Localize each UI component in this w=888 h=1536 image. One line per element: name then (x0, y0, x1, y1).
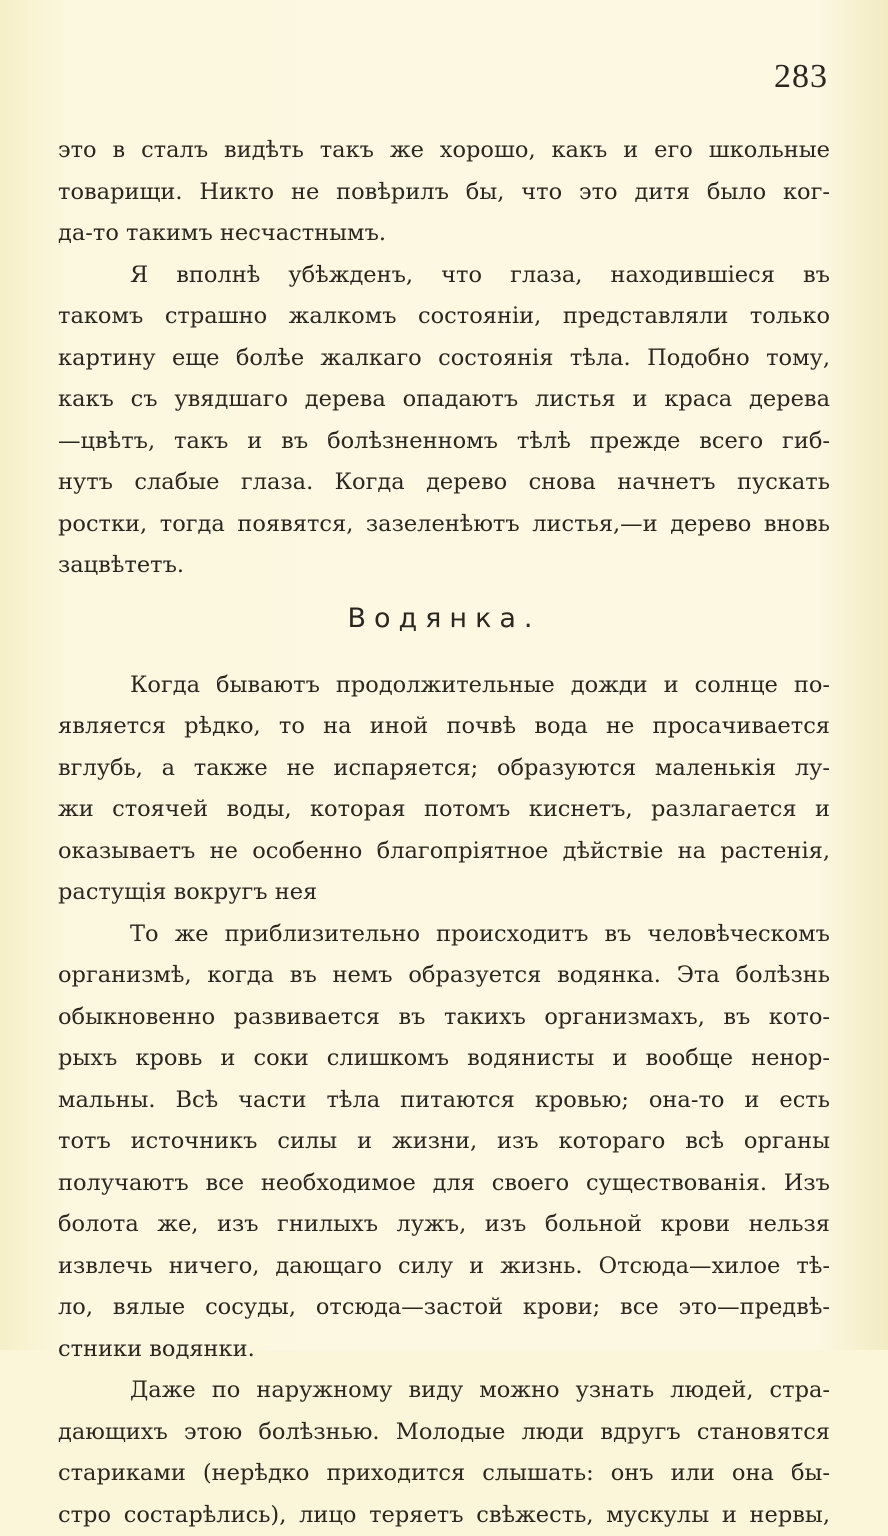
paragraph (58, 255, 830, 587)
section-after-heading (58, 665, 830, 1536)
paragraph (58, 1370, 830, 1536)
text-line: стариками (нерѣдко приходится слышать: онъ или она бы- (58, 1453, 830, 1495)
text-line: оказываетъ не особенно благопріятное дѣйствіе на растенія, (58, 831, 830, 873)
text-line: Я вполнѣ убѣжденъ, что глаза, находившіеся въ (58, 255, 830, 297)
section-before-heading (58, 130, 830, 587)
text-line: стро состарѣлись), лицо теряетъ свѣжесть, мускулы и нервы, (58, 1495, 830, 1536)
text-line: Даже по наружному виду можно узнать людей, стра- (58, 1370, 830, 1412)
text-line: То же приблизительно происходитъ въ человѣческомъ (58, 914, 830, 956)
text-line: ло, вялые сосуды, отсюда—застой крови; все это—предвѣ- (58, 1287, 830, 1329)
paragraph (58, 130, 830, 255)
text-line: болота же, изъ гнилыхъ лужъ, изъ больной крови нельзя (58, 1204, 830, 1246)
text-line: растущія вокругъ нея (58, 872, 830, 914)
text-line: организмѣ, когда въ немъ образуется водянка. Эта болѣзнь (58, 955, 830, 997)
page-number: 283 (774, 58, 828, 96)
text-line: обыкновенно развивается въ такихъ организмахъ, въ кото- (58, 997, 830, 1039)
text-line: получаютъ все необходимое для своего существованія. Изъ (58, 1163, 830, 1205)
text-line: такомъ страшно жалкомъ состояніи, представляли только (58, 296, 830, 338)
paragraph (58, 665, 830, 914)
text-line: товарищи. Никто не повѣрилъ бы, что это дитя было ког- (58, 172, 830, 214)
text-line: какъ съ увядшаго дерева опадаютъ листья и краса дерева (58, 379, 830, 421)
text-line: да-то такимъ несчастнымъ. (58, 213, 830, 255)
text-line: вглубь, а также не испаряется; образуются маленькія лу- (58, 748, 830, 790)
text-line: стники водянки. (58, 1329, 830, 1371)
text-line: извлечь ничего, дающаго силу и жизнь. Отсюда—хилое тѣ- (58, 1246, 830, 1288)
text-line: зацвѣтетъ. (58, 545, 830, 587)
text-line: это в сталъ видѣть такъ же хорошо, какъ и его школьные (58, 130, 830, 172)
paragraph (58, 914, 830, 1371)
text-line: картину еще болѣе жалкаго состоянія тѣла. Подобно тому, (58, 338, 830, 380)
body-text (58, 130, 830, 1536)
text-line: нутъ слабые глаза. Когда дерево снова начнетъ пускать (58, 462, 830, 504)
text-line: рыхъ кровь и соки слишкомъ водянисты и вообще ненор- (58, 1038, 830, 1080)
text-line: является рѣдко, то на иной почвѣ вода не просачивается (58, 706, 830, 748)
text-line: ростки, тогда появятся, зазеленѣютъ листья,—и дерево вновь (58, 504, 830, 546)
section-heading: Водянка. (58, 597, 830, 641)
text-line: тотъ источникъ силы и жизни, изъ котораго всѣ органы (58, 1121, 830, 1163)
text-line: жи стоячей воды, которая потомъ киснетъ, разлагается и (58, 789, 830, 831)
text-line: дающихъ этою болѣзнью. Молодые люди вдругъ становятся (58, 1412, 830, 1454)
text-line: мальны. Всѣ части тѣла питаются кровью; она-то и есть (58, 1080, 830, 1122)
text-line: —цвѣтъ, такъ и въ болѣзненномъ тѣлѣ прежде всего гиб- (58, 421, 830, 463)
text-line: Когда бываютъ продолжительные дожди и солнце по- (58, 665, 830, 707)
